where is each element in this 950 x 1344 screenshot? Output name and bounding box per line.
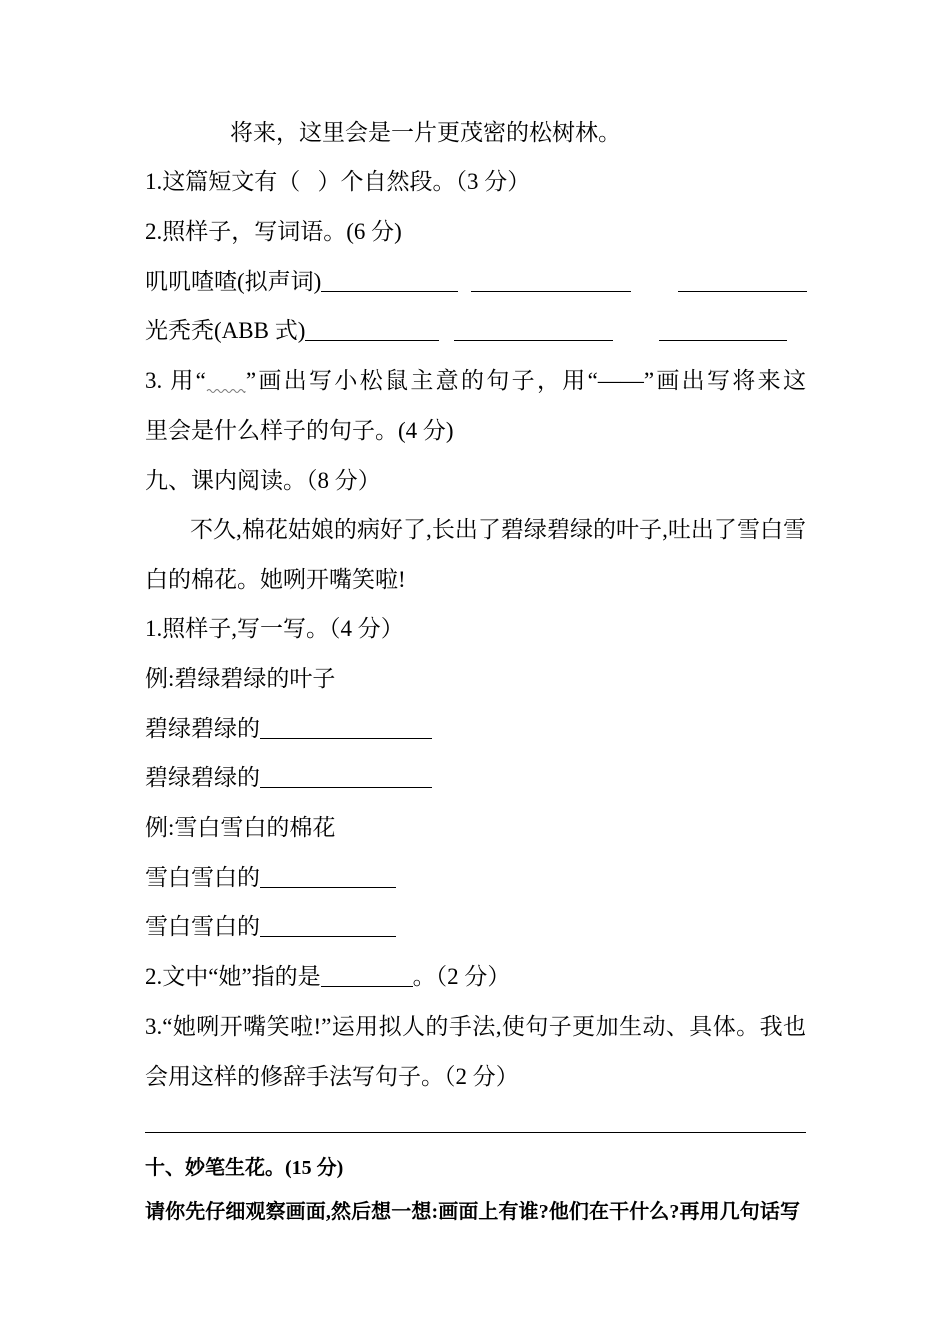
question-8-3-line-2: 里会是什么样子的句子。(4 分) [145, 418, 454, 443]
question-8-2-row-1 [145, 267, 807, 297]
answer-blank-2 [471, 271, 631, 292]
white-row-prompt: 雪白雪白的 [145, 865, 260, 890]
section-9-title: 九、课内阅读。（8 分） [145, 468, 381, 493]
answer-blank [321, 966, 413, 987]
answer-blank-2 [454, 320, 613, 341]
question-8-2-row-2 [145, 316, 787, 346]
question-8-3-text-a: 3. 用“ [145, 368, 206, 393]
reading-passage-line-1: 不久,棉花姑娘的病好了,长出了碧绿碧绿的叶子,吐出了雪白雪 [190, 517, 806, 542]
white-row-1 [145, 863, 396, 893]
green-row-prompt: 碧绿碧绿的 [145, 765, 260, 790]
passage-closing-line: 将来，这里会是一片更茂密的松树林。 [230, 120, 621, 145]
answer-blank-1 [321, 271, 458, 292]
row-prompt-onomatopoeia: 叽叽喳喳(拟声词) [145, 269, 322, 294]
question-9-2 [145, 962, 510, 992]
question-8-3-line-1 [145, 366, 806, 396]
answer-blank-3 [678, 271, 807, 292]
example-white: 例:雪白雪白的棉花 [145, 815, 336, 840]
question-9-2-text-before: 2.文中“她”指的是 [145, 964, 321, 989]
green-row-2 [145, 763, 432, 793]
white-row-2 [145, 912, 396, 942]
question-8-1: 1.这篇短文有（ ）个自然段。（3 分） [145, 169, 531, 194]
white-row-prompt: 雪白雪白的 [145, 914, 260, 939]
question-9-1-title: 1.照样子,写一写。（4 分） [145, 616, 404, 641]
answer-blank [260, 916, 396, 937]
answer-writing-line [145, 1132, 806, 1133]
answer-blank-1 [305, 320, 439, 341]
green-row-prompt: 碧绿碧绿的 [145, 716, 260, 741]
answer-blank [260, 718, 432, 739]
example-green: 例:碧绿碧绿的叶子 [145, 666, 336, 691]
wavy-underline-mark [206, 386, 246, 394]
green-row-1 [145, 714, 432, 744]
answer-blank-3 [659, 320, 787, 341]
question-9-3-line-2: 会用这样的修辞手法写句子。（2 分） [145, 1064, 519, 1089]
question-8-3-text-b: ”画出写小松鼠主意的句子，用“——”画出写将来这 [245, 368, 806, 393]
question-9-3-line-1: 3.“她咧开嘴笑啦!”运用拟人的手法,使句子更加生动、具体。我也 [145, 1014, 806, 1039]
section-10-instruction: 请你先仔细观察画面,然后想一想:画面上有谁?他们在干什么?再用几句话写 [145, 1201, 800, 1223]
question-8-2-title: 2.照样子，写词语。(6 分) [145, 219, 402, 244]
reading-passage-line-2: 白的棉花。她咧开嘴笑啦! [145, 567, 406, 592]
question-9-2-text-after: 。（2 分） [412, 964, 511, 989]
section-10-title: 十、妙笔生花。(15 分) [145, 1157, 344, 1179]
answer-blank [260, 867, 396, 888]
row-prompt-abb: 光秃秃(ABB 式) [145, 318, 306, 343]
answer-blank [260, 767, 432, 788]
